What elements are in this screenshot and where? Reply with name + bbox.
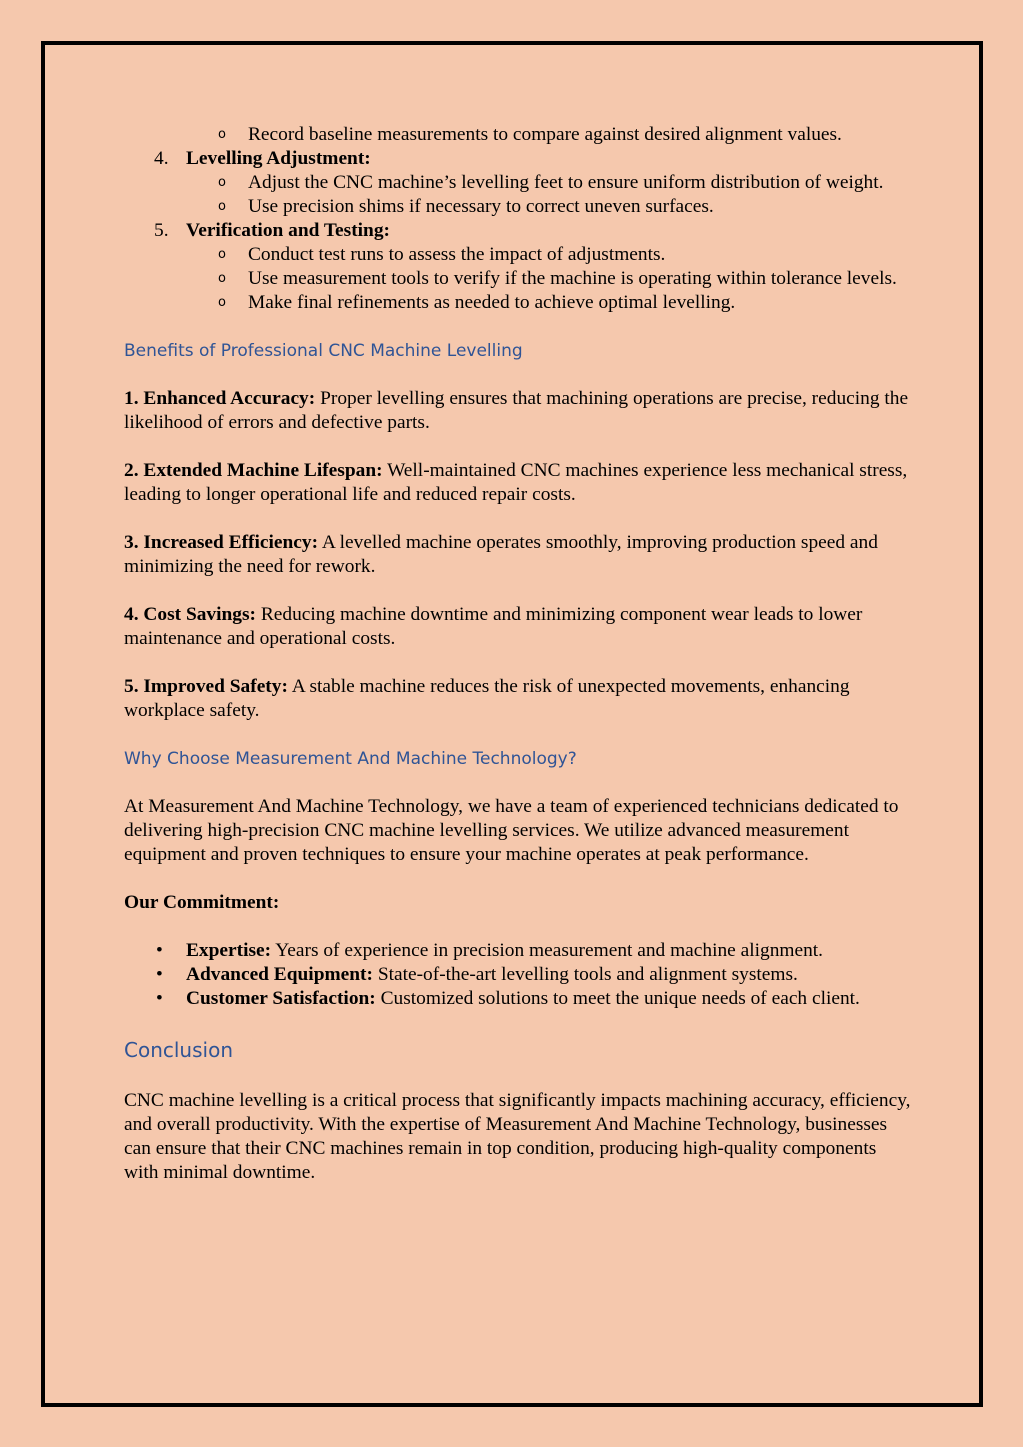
commitment-title: Our Commitment: [124,892,280,913]
conclusion-heading: Conclusion [124,1038,233,1062]
step-5 [124,219,914,243]
sub-bullet-marker: o [218,127,226,142]
sub-list-step-3-tail [124,123,914,147]
benefit-label: 1. Enhanced Accuracy: [124,388,316,409]
bullet-marker: • [156,940,163,961]
benefit-label: 4. Cost Savings: [124,604,256,625]
why-choose-heading: Why Choose Measurement And Machine Technology? [124,749,577,769]
sub-list-step-4 [124,171,914,219]
list-item: o Use precision shims if necessary to correct uneven surfaces. [218,196,714,217]
step-title: Verification and Testing: [186,220,390,241]
list-item: • Expertise: Years of experience in precision measurement and machine alignment. [156,940,824,961]
sub-bullet-marker: o [218,247,226,262]
sub-list-step-5 [124,243,914,315]
benefit-paragraph: 2. Extended Machine Lifespan: Well-maintained CNC machines experience less mechanical stress, leading to longer operational life and reduced repair costs. [124,460,908,505]
step-title: Levelling Adjustment: [186,148,371,169]
step-number: 5. [154,220,169,241]
benefit-label: 3. Increased Efficiency: [124,532,319,553]
why-choose-paragraph: At Measurement And Machine Technology, we have a team of experienced technicians dedicated to delivering high-precision CNC machine levelling services. We utilize advanced measurement equipment and proven techniques to ensure your machine operates at peak performance. [124,796,899,865]
conclusion-paragraph: CNC machine levelling is a critical process that significantly impacts machining accuracy, efficiency, and overall productivity. With the expertise of Measurement And Machine Technology, businesses can ensure that their CNC machines remain in top condition, producing high-quality components with minimal downtime. [124,1090,911,1183]
sub-bullet-marker: o [218,295,226,310]
list-item: o Adjust the CNC machine’s levelling feet to ensure uniform distribution of weight. [218,172,884,193]
document-body [124,123,914,1209]
benefit-label: 5. Improved Safety: [124,676,288,697]
bullet-marker: • [156,964,163,985]
benefit-paragraph: 5. Improved Safety: A stable machine reduces the risk of unexpected movements, enhancing workplace safety. [124,676,850,721]
sub-bullet-marker: o [218,199,226,214]
sub-bullet-marker: o [218,175,226,190]
list-item: o Record baseline measurements to compare against desired alignment values. [218,124,842,145]
benefit-paragraph: 4. Cost Savings: Reducing machine downtime and minimizing component wear leads to lower maintenance and operational costs. [124,604,863,649]
benefits-heading: Benefits of Professional CNC Machine Levelling [124,341,523,361]
sub-bullet-marker: o [218,271,226,286]
list-item: o Use measurement tools to verify if the machine is operating within tolerance levels. [218,268,897,289]
step-number: 4. [154,148,169,169]
bullet-marker: • [156,988,163,1009]
benefit-paragraph: 3. Increased Efficiency: A levelled machine operates smoothly, improving production speed and minimizing the need for rework. [124,532,878,577]
benefit-paragraph: 1. Enhanced Accuracy: Proper levelling ensures that machining operations are precise, reducing the likelihood of errors and defective parts. [124,388,909,433]
commitment-list [124,939,914,1011]
step-4 [124,147,914,171]
benefit-label: 2. Extended Machine Lifespan: [124,460,383,481]
list-item: • Advanced Equipment: State-of-the-art levelling tools and alignment systems. [156,964,798,985]
list-item: o Conduct test runs to assess the impact of adjustments. [218,244,666,265]
list-item: • Customer Satisfaction: Customized solutions to meet the unique needs of each client. [156,988,860,1009]
list-item: o Make final refinements as needed to achieve optimal levelling. [218,292,736,313]
